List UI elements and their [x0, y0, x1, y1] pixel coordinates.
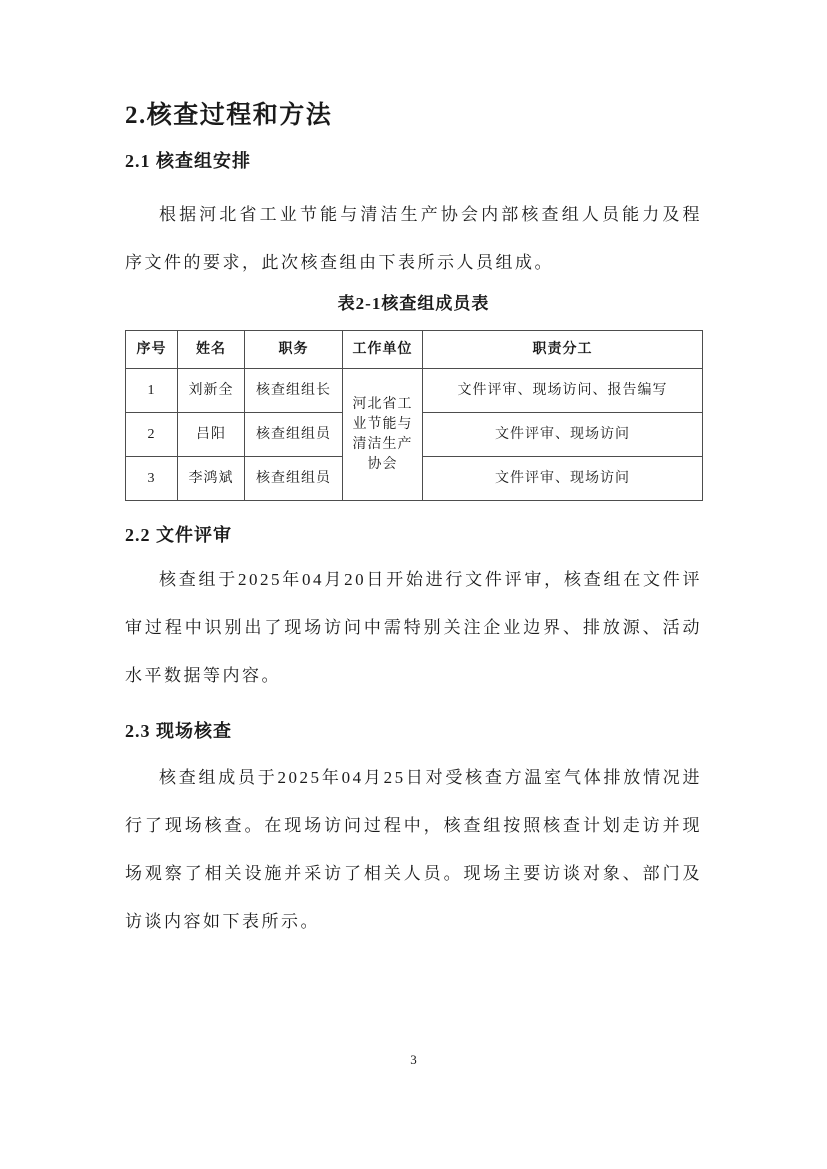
section-heading-2-3: 2.3 现场核查: [125, 721, 232, 741]
cell-no: 1: [126, 369, 178, 413]
table-row: [126, 369, 703, 413]
page-number: 3: [410, 1052, 417, 1067]
cell-name: 刘新全: [178, 369, 245, 413]
section-heading-2-1: 2.1 核查组安排: [125, 151, 251, 171]
section-2-2-paragraph: 核查组于2025年04月20日开始进行文件评审，核查组在文件评审过程中识别出了现场访问中需特别关注企业边界、排放源、活动水平数据等内容。: [125, 570, 702, 685]
header-name: 姓名: [178, 331, 245, 369]
header-unit: 工作单位: [343, 331, 423, 369]
chapter-title: 2.核查过程和方法: [125, 102, 333, 129]
cell-work-unit-merged: 河北省工业节能与清洁生产协会: [343, 369, 423, 501]
cell-name: 吕阳: [178, 413, 245, 457]
header-no: 序号: [126, 331, 178, 369]
header-duty: 职责分工: [423, 331, 703, 369]
cell-role: 核查组组长: [245, 369, 343, 413]
table-caption: 表2-1核查组成员表: [337, 294, 490, 313]
verification-team-table: [125, 330, 703, 501]
section-2-3-paragraph: 核查组成员于2025年04月25日对受核查方温室气体排放情况进行了现场核查。在现场访问过程中，核查组按照核查计划走访并现场观察了相关设施并采访了相关人员。现场主要访谈对象、部门及访谈内容如下表所示。: [125, 768, 702, 931]
cell-duty: 文件评审、现场访问: [423, 457, 703, 501]
cell-no: 3: [126, 457, 178, 501]
cell-no: 2: [126, 413, 178, 457]
section-heading-2-2: 2.2 文件评审: [125, 525, 232, 545]
section-2-1-paragraph: 根据河北省工业节能与清洁生产协会内部核查组人员能力及程序文件的要求，此次核查组由下表所示人员组成。: [125, 205, 702, 272]
table-header-row: [126, 331, 703, 369]
cell-duty: 文件评审、现场访问: [423, 413, 703, 457]
cell-role: 核查组组员: [245, 413, 343, 457]
header-role: 职务: [245, 331, 343, 369]
cell-name: 李鸿斌: [178, 457, 245, 501]
cell-role: 核查组组员: [245, 457, 343, 501]
cell-duty: 文件评审、现场访问、报告编写: [423, 369, 703, 413]
